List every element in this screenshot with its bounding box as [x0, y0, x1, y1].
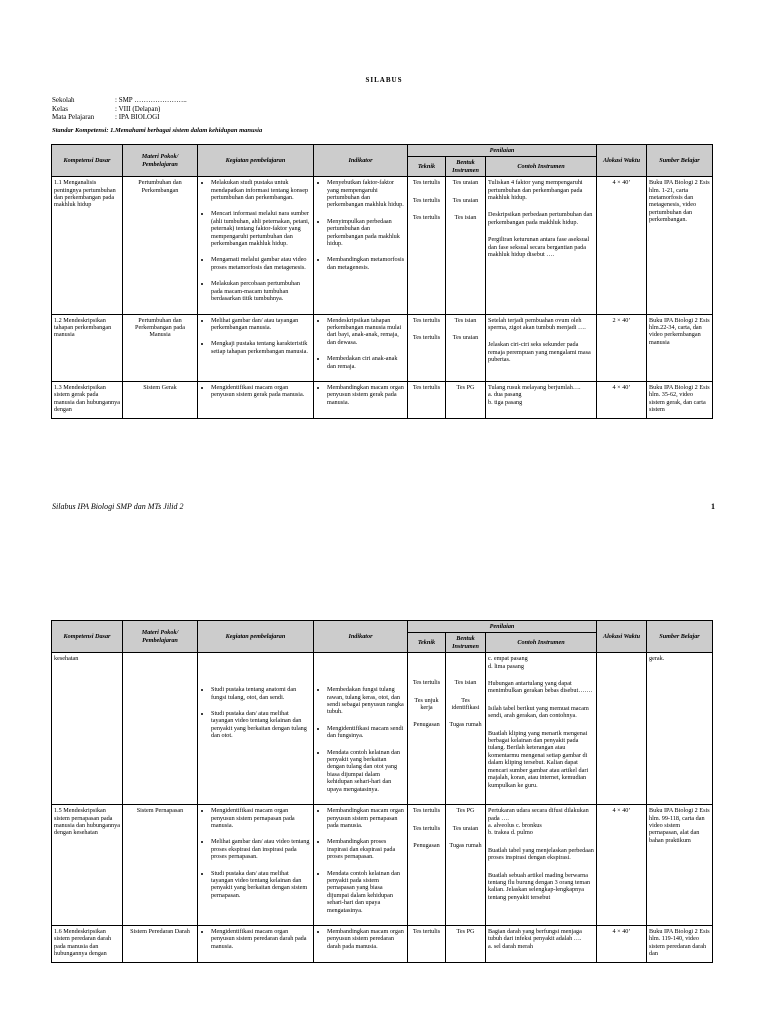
indikator-list [316, 384, 405, 406]
meta-value: : VIII (Delapan) [115, 104, 161, 113]
kegiatan-list [200, 317, 311, 356]
kegiatan-item: • Studi pustaka tentang anatomi dan fungsi tulang, otot, dan sendi. [211, 686, 311, 701]
bentuk-item: Tugas rumah [449, 721, 482, 729]
indikator-cell [314, 805, 408, 926]
teknik-item: Tes tertulis [412, 927, 441, 935]
table-row [52, 805, 713, 926]
header-materi-pokok: Materi Pokok/ Pembelajaran [123, 621, 198, 653]
contoh-cell [486, 925, 597, 962]
header-row [52, 621, 713, 633]
bentuk-cell [446, 653, 486, 805]
teknik-item: Tes tertulis [412, 179, 441, 187]
header-alokasi-waktu: Alokasi Waktu [597, 145, 647, 177]
teknik-item [410, 655, 443, 669]
contoh-item: Buatlah sebuah artikel mading berwarna tentang flu burung dengan 3 orang teman kalian. Jelaskan selengkap-lengkapnya tentang penyakit tersebut [488, 871, 591, 901]
kegiatan-item: • Mengidentifikasi macam organ penyusun sistem pernapasan pada manusia. [211, 807, 311, 829]
teknik-item: Tes unjuk kerja [414, 696, 439, 712]
bentuk-item: Tes uraian [452, 196, 479, 204]
kegiatan-cell [198, 925, 314, 962]
bentuk-item: Tes PG [456, 927, 475, 935]
sumber-cell: Buku IPA Biologi 2 Esis hlm. 1-21, carta metamorfosis dan metagenesis, video pertumbuhan dan perkembangan. [647, 177, 713, 314]
contoh-item: Pergiliran keturunan antara fase aseksual dan fase seksual secara bergantian pada makhluk hidup disebut …. [488, 236, 590, 259]
table-row [52, 925, 713, 962]
teknik-item: Tes tertulis [412, 316, 441, 324]
indikator-cell [314, 177, 408, 314]
bentuk-item: Tes identifikasi [451, 696, 480, 712]
contoh-item: Isilah tabel berikut yang memuat macam sendi, arah gerakan, dan contohnya. [488, 704, 589, 720]
table-row [52, 314, 713, 381]
teknik-item: Tes tertulis [412, 333, 441, 341]
kompetensi-dasar-cell: 1.2 Mendeskripsikan tahapan perkembangan manusia [52, 314, 123, 381]
bentuk-cell [446, 381, 486, 418]
indikator-item: • Mendeskripsikan tahapan perkembangan manusia mulai dari bayi, anak-anak, remaja, dan dewasa. [327, 317, 405, 347]
document-title: SILABUS [365, 76, 403, 84]
indikator-cell [314, 314, 408, 381]
kegiatan-item: • Studi pustaka dan/ atau melihat tayangan video tentang kelainan dan penyakit yang berkaitan dengan sistem pernapasan. [211, 870, 311, 900]
contoh-item: Hubungan antartulang yang dapat menimbulkan gerakan bebas disebut……. [488, 680, 593, 695]
bentuk-item: Tes isian [454, 316, 477, 324]
kegiatan-item: • Melakukan percobaan pertumbuhan pada macam-macam tumbuhan berdasarkan titik tumbuhnya. [211, 280, 311, 302]
alokasi-cell: 2 × 40’ [597, 314, 647, 381]
meta-row-kelas [52, 105, 187, 114]
kegiatan-cell [198, 177, 314, 314]
bentuk-item: Tes isian [454, 214, 477, 222]
kegiatan-item: • Mengamati melalui gambar atau video proses metamorfosis dan metagenesis. [211, 256, 311, 271]
indikator-item: • Menyimpulkan perbedaan pertumbuhan dan perkembangan pada makhluk hidup. [327, 218, 405, 248]
sumber-cell: Buku IPA Biologi 2 Esis hlm. 119-140, video sistem peredaran darah dan [647, 925, 713, 962]
contoh-cell [486, 177, 597, 314]
teknik-item: Tes tertulis [412, 196, 441, 204]
meta-row-mapel [52, 113, 187, 122]
kegiatan-cell [198, 805, 314, 926]
header-teknik: Teknik [408, 633, 446, 653]
header-penilaian: Penilaian [408, 621, 597, 633]
bentuk-item: Tugas rumah [449, 841, 482, 849]
kompetensi-dasar-cell: 1.1 Menganalisis pentingnya pertumbuhan dan perkembangan pada makhluk hidup [52, 177, 123, 314]
table-row [52, 653, 713, 805]
meta-value: : SMP ………………….. [115, 96, 187, 104]
table-row [52, 381, 713, 418]
alokasi-cell: 4 × 40’ [597, 381, 647, 418]
alokasi-cell: 4 × 40’ [597, 925, 647, 962]
header-indikator: Indikator [314, 621, 408, 653]
header-penilaian: Penilaian [408, 145, 597, 157]
bentuk-item [448, 655, 483, 669]
teknik-item: Penugasan [413, 721, 440, 729]
contoh-cell [486, 381, 597, 418]
contoh-cell [486, 314, 597, 381]
bentuk-cell [446, 314, 486, 381]
header-sumber-belajar: Sumber Belajar [647, 145, 713, 177]
kegiatan-list [200, 655, 311, 739]
kegiatan-list [200, 928, 311, 950]
indikator-item: • Membandingkan macam organ penyusun sistem gerak pada manusia. [327, 384, 405, 406]
bentuk-item: Tes isian [454, 679, 477, 687]
kegiatan-list [200, 384, 311, 399]
bentuk-cell [446, 805, 486, 926]
indikator-list [316, 317, 405, 370]
sumber-cell: Buku IPA Biologi 2 Esis hlm. 99-118, carta dan video sistem pernapasan, alat dan bahan praktikum [647, 805, 713, 926]
alokasi-cell: 4 × 40’ [597, 805, 647, 926]
table-row [52, 177, 713, 314]
materi-cell: Pertumbuhan dan Perkembangan pada Manusia [123, 314, 198, 381]
teknik-item: Tes tertulis [412, 383, 441, 391]
contoh-item: Tulang rusuk melayang berjumlah…. a. dua pasang b. tiga pasang [488, 383, 581, 406]
header-bentuk-instrumen: Bentuk Instrumen [446, 633, 486, 653]
page-number: 1 [711, 502, 715, 511]
meta-row-sekolah [52, 96, 187, 105]
contoh-item: Tuliskan 4 faktor yang mempengaruhi pertumbuhan dan perkembangan pada makhluk hidup. [488, 179, 583, 202]
syllabus-table-page-2 [51, 620, 713, 963]
materi-cell: Pertumbuhan dan Perkembangan [123, 177, 198, 314]
indikator-item: • Membedakan ciri anak-anak dan remaja. [327, 355, 405, 370]
school-meta [52, 96, 187, 122]
header-kegiatan: Kegiatan pembelajaran [198, 621, 314, 653]
teknik-item: Tes tertulis [412, 824, 441, 832]
bentuk-item: Tes PG [456, 807, 475, 815]
indikator-item: • Membandingkan proses inspirasi dan ekspirasi pada proses pernapasan. [327, 838, 405, 860]
indikator-item: • Mendata contoh kelainan dan penyakit yang berkaitan dengan tulang dan otot yang biasa dijumpai dalam kehidupan sehari-hari dan upaya mengatasinya. [327, 749, 405, 793]
kegiatan-item: • Studi pustaka dan/ atau melihat tayangan video tentang kelainan dan penyakit yang berkaitan dengan tulang dan otot. [211, 710, 311, 740]
header-kompetensi-dasar: Kompetensi Dasar [52, 621, 123, 653]
contoh-item: Buatlah tabel yang menjelaskan perbedaan proses inspirasi dengan ekspirasi. [488, 846, 594, 862]
meta-key: Kelas [52, 104, 68, 113]
materi-cell: Sistem Gerak [123, 381, 198, 418]
teknik-item: Penugasan [413, 841, 440, 849]
kegiatan-cell [198, 381, 314, 418]
contoh-item: c. empat pasang d. lima pasang [488, 655, 528, 670]
kegiatan-item: • Melihat gambar dan/ atau tayangan perkembangan manusia. [211, 317, 311, 332]
header-contoh-instrumen: Contoh Instrumen [486, 633, 597, 653]
contoh-item: Deskripsikan perbedaan pertumbuhan dan perkembangan pada makhluk hidup. [488, 211, 593, 226]
teknik-cell [408, 381, 446, 418]
contoh-cell [486, 805, 597, 926]
bentuk-item: Tes uraian [452, 179, 479, 187]
header-kompetensi-dasar: Kompetensi Dasar [52, 145, 123, 177]
kegiatan-item [211, 655, 311, 677]
kompetensi-dasar-cell: 1.3 Mendeskripsikan sistem gerak pada manusia dan hubungannya dengan [52, 381, 123, 418]
contoh-item: Bagian darah yang berfungsi menjaga tubuh dari infeksi penyakit adalah …. a. sel darah merah [488, 927, 582, 950]
contoh-item: Buatlah kliping yang menarik mengenai berbagai kelainan dan penyakit pada tulang. Berilah keterangan atau komentarmu mengenai setiap gambar di dalam kliping tersebut. Kalian dapat mencari sumber gambar atau artikel dari majalah, koran, atau internet, kemudian kumpulkan ke guru. [488, 729, 589, 789]
teknik-cell [408, 177, 446, 314]
teknik-cell [408, 925, 446, 962]
indikator-list [316, 655, 405, 793]
indikator-item: • Mengidentifikasi macam sendi dan fungsinya. [327, 725, 405, 740]
standar-kompetensi: Standar Kompetensi: 1.Memahami berbagai sistem dalam kehidupan manusia [52, 127, 263, 134]
sumber-cell: gerak. [647, 653, 713, 805]
teknik-item: Tes tertulis [412, 807, 441, 815]
alokasi-cell [597, 653, 647, 805]
meta-key: Sekolah [52, 96, 75, 104]
materi-cell: Sistem Pernapasan [123, 805, 198, 926]
kompetensi-dasar-cell: 1.5 Mendeskripsikan sistem pernapasan pada manusia dan hubungannya dengan kesehatan [52, 805, 123, 926]
bentuk-item: Tes uraian [452, 824, 479, 832]
header-materi-pokok: Materi Pokok/ Pembelajaran [123, 145, 198, 177]
kompetensi-dasar-cell: 1.6 Mendeskripsikan sistem peredaran darah pada manusia dan hubungannya dengan [52, 925, 123, 962]
indikator-cell [314, 925, 408, 962]
indikator-item: • Membandingkan metamorfosis dan metagenesis. [327, 256, 405, 271]
header-teknik: Teknik [408, 157, 446, 177]
syllabus-table-page-1 [51, 144, 713, 419]
indikator-item [327, 655, 405, 677]
header-kegiatan: Kegiatan pembelajaran [198, 145, 314, 177]
kegiatan-item: • Melihat gambar dan/ atau video tentang proses ekspirasi dan inspirasi pada proses pernapasan. [211, 838, 311, 860]
header-row [52, 145, 713, 157]
bentuk-cell [446, 177, 486, 314]
teknik-cell [408, 653, 446, 805]
indikator-item: • Membandingkan macam organ penyusun sistem peredaran darah pada manusia. [327, 928, 405, 950]
contoh-item: Jelaskan ciri-ciri seks sekunder pada remaja perempuan yang mengalami masa pubertas. [488, 341, 591, 364]
indikator-list [316, 807, 405, 914]
header-indikator: Indikator [314, 145, 408, 177]
teknik-cell [408, 805, 446, 926]
bentuk-item: Tes uraian [452, 333, 479, 341]
teknik-item: Tes tertulis [412, 214, 441, 222]
teknik-cell [408, 314, 446, 381]
meta-value: : IPA BIOLOGI [115, 113, 160, 122]
meta-key: Mata Pelajaran [52, 113, 95, 122]
indikator-list [316, 179, 405, 271]
kompetensi-dasar-cell: kesehatan [52, 653, 123, 805]
kegiatan-list [200, 179, 311, 302]
kegiatan-item: • Mengidentifikasi macam organ penyusun sistem gerak pada manusia. [211, 384, 311, 399]
header-contoh-instrumen: Contoh Instrumen [486, 157, 597, 177]
contoh-item: Setelah terjadi pembuahan ovum oleh sperma, zigot akan tumbuh menjadi …. [488, 316, 586, 331]
indikator-cell [314, 653, 408, 805]
page-2 [0, 524, 768, 1024]
kegiatan-item: • Mengkaji pustaka tentang karakteristik setiap tahapan perkembangan manusia. [211, 340, 311, 355]
materi-cell [123, 653, 198, 805]
kegiatan-item: • Melakukan studi pustaka untuk mendapatkan informasi tentang konsep pertumbuhan dan perkembangan. [211, 179, 311, 201]
bentuk-item: Tes PG [456, 383, 475, 391]
indikator-item: • Membandingkan macam organ penyusun sistem pernapasan pada manusia. [327, 807, 405, 829]
header-sumber-belajar: Sumber Belajar [647, 621, 713, 653]
header-bentuk-instrumen: Bentuk Instrumen [446, 157, 486, 177]
kegiatan-list [200, 807, 311, 899]
alokasi-cell: 4 × 40’ [597, 177, 647, 314]
kegiatan-item: • Mengidentifikasi macam organ penyusun sistem peredaran darah pada manusia. [211, 928, 311, 950]
indikator-item: • Menyebutkan faktor-faktor yang mempengaruhi pertumbuhan dan perkembangan makhluk hidup. [327, 179, 405, 209]
indikator-list [316, 928, 405, 950]
indikator-item: • Membedakan fungsi tulang rawan, tulang keras, otot, dan sendi sebagai penyusun rangka tubuh. [327, 686, 405, 716]
sumber-cell: Buku IPA Biologi 2 Esis hlm.22-34, carta, dan video perkembangan manusia [647, 314, 713, 381]
contoh-item: Pertukaran udara secara difusi dilakukan pada …. a. alveolus c. bronkus b. trakea d. pulmo [488, 807, 589, 837]
kegiatan-cell [198, 653, 314, 805]
sumber-cell: Buku IPA Biologi 2 Esis hlm. 35-62, video sistem gerak, dan carta sistem [647, 381, 713, 418]
kegiatan-cell [198, 314, 314, 381]
materi-cell: Sistem Peredaran Darah [123, 925, 198, 962]
indikator-cell [314, 381, 408, 418]
teknik-item: Tes tertulis [412, 679, 441, 687]
page-footer: Silabus IPA Biologi SMP dan MTs Jilid 2 [52, 502, 184, 511]
contoh-cell [486, 653, 597, 805]
indikator-item: • Mendata contoh kelainan dan penyakit pada sistem pernapasan yang biasa dijumpai dalam kehidupan sehari-hari dan upaya mengatasinya. [327, 870, 405, 914]
header-alokasi-waktu: Alokasi Waktu [597, 621, 647, 653]
kegiatan-item: • Mencari informasi melalui nara sumber (ahli tumbuhan, ahli peternakan, petani, peternak) tentang faktor-faktor yang mempengaruhi pertumbuhan dan perkembangan makhluk hidup. [211, 210, 311, 247]
bentuk-cell [446, 925, 486, 962]
